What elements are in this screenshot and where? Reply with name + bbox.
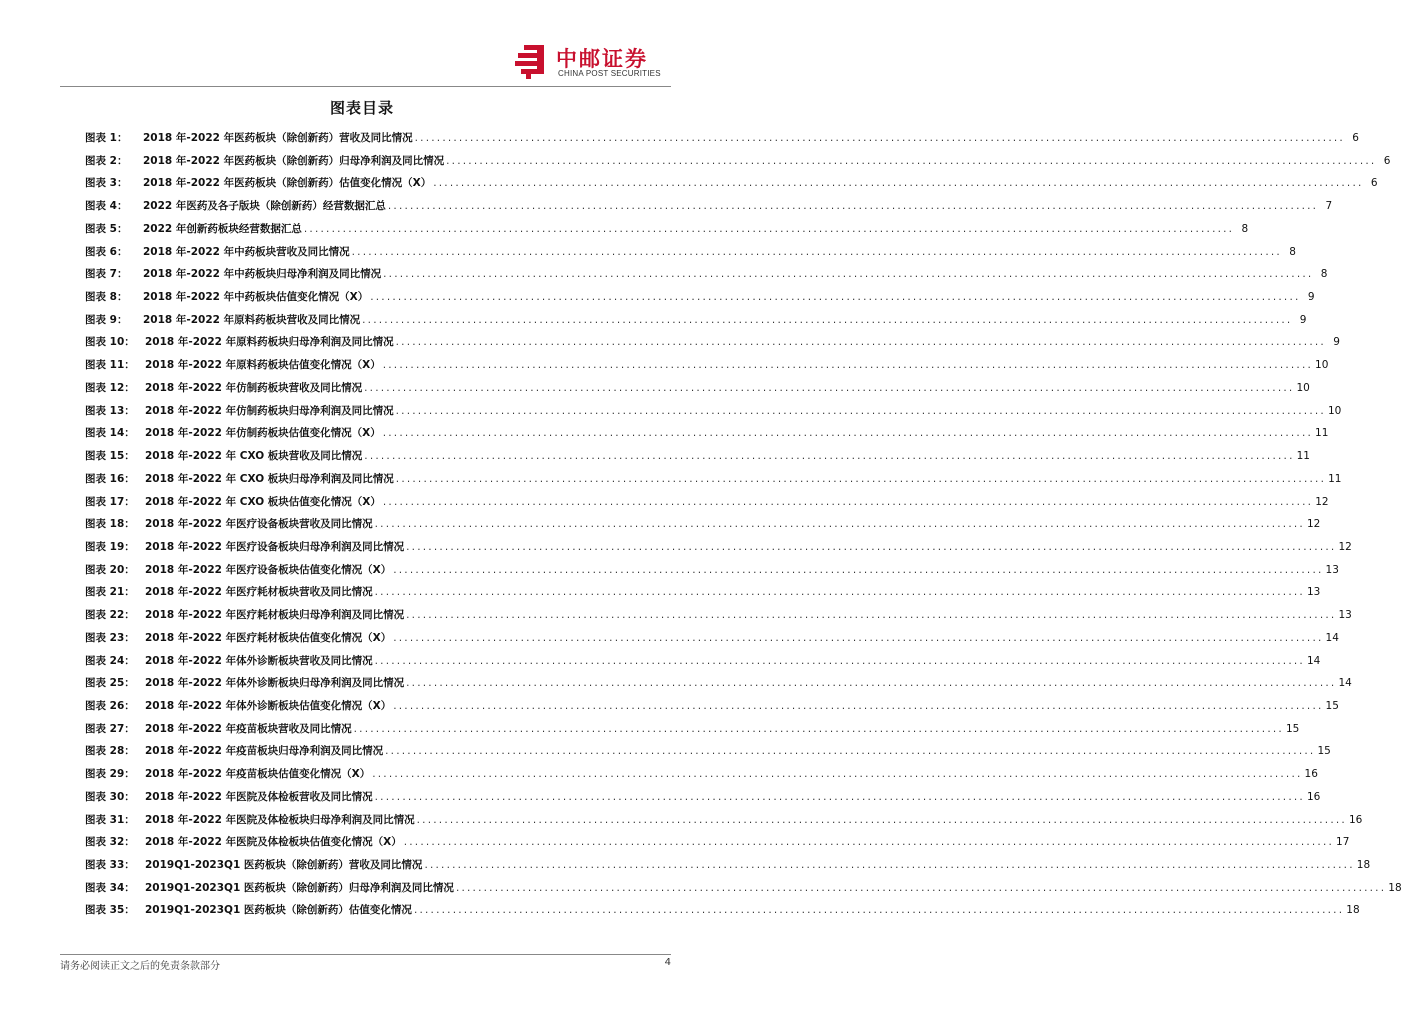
toc-entry[interactable] bbox=[85, 604, 1352, 627]
toc-entry[interactable] bbox=[85, 331, 1340, 354]
toc-entry-title: 2018 年-2022 年医疗耗材板块估值变化情况（X） bbox=[145, 631, 392, 644]
toc-entry-label: 图表 15： bbox=[85, 450, 135, 463]
toc-entry-label: 图表 31： bbox=[85, 813, 135, 826]
toc-entry-label: 图表 12： bbox=[85, 381, 135, 394]
toc-dot-leader bbox=[364, 445, 1294, 468]
page-header bbox=[0, 0, 724, 90]
toc-entry-title: 2018 年-2022 年疫苗板块归母净利润及同比情况 bbox=[145, 745, 384, 758]
toc-dot-leader bbox=[385, 740, 1315, 763]
toc-entry[interactable] bbox=[85, 559, 1339, 582]
company-logo bbox=[512, 42, 672, 82]
toc-entry[interactable] bbox=[85, 354, 1329, 377]
toc-entry-page: 9 bbox=[1299, 313, 1307, 326]
toc-entry[interactable] bbox=[85, 831, 1350, 854]
toc-entry-label: 图表 16： bbox=[85, 472, 135, 485]
toc-dot-leader bbox=[424, 854, 1354, 877]
toc-entry-label: 图表 27： bbox=[85, 722, 135, 735]
toc-entry-title: 2018 年-2022 年体外诊断板块估值变化情况（X） bbox=[145, 699, 392, 712]
china-post-logo-icon bbox=[512, 42, 550, 80]
toc-dot-leader bbox=[417, 809, 1347, 832]
toc-entry-title: 2019Q1-2023Q1 医药板块（除创新药）归母净利润及同比情况 bbox=[145, 881, 454, 894]
toc-dot-leader bbox=[406, 536, 1336, 559]
toc-entry-title: 2019Q1-2023Q1 医药板块（除创新药）营收及同比情况 bbox=[145, 859, 423, 871]
toc-entry[interactable] bbox=[85, 309, 1307, 332]
toc-dot-leader bbox=[388, 195, 1318, 218]
toc-dot-leader bbox=[396, 468, 1326, 491]
toc-dot-leader bbox=[383, 354, 1313, 377]
toc-dot-leader bbox=[393, 559, 1323, 582]
toc-entry-page: 14 bbox=[1338, 677, 1352, 690]
toc-entry-page: 13 bbox=[1306, 586, 1321, 599]
toc-dot-leader bbox=[383, 491, 1313, 514]
logo-english-name: CHINA POST SECURITIES bbox=[558, 69, 661, 78]
toc-entry-title: 2018 年-2022 年医疗设备板块营收及同比情况 bbox=[145, 518, 373, 531]
toc-entry-page: 10 bbox=[1315, 359, 1329, 372]
toc-entry[interactable] bbox=[85, 468, 1342, 491]
toc-entry-title: 2022 年创新药板块经营数据汇总 bbox=[143, 222, 302, 235]
toc-entry-title: 2018 年-2022 年体外诊断板块营收及同比情况 bbox=[145, 654, 373, 667]
toc-dot-leader bbox=[375, 581, 1305, 604]
toc-entry-title: 2018 年-2022 年 CXO 板块营收及同比情况 bbox=[145, 450, 363, 463]
toc-entry-title: 2018 年-2022 年医院及体检板营收及同比情况 bbox=[145, 790, 373, 803]
toc-entry-page: 14 bbox=[1306, 654, 1321, 667]
toc-entry-page: 10 bbox=[1296, 381, 1310, 394]
toc-dot-leader bbox=[446, 150, 1376, 173]
toc-entry-title: 2018 年-2022 年 CXO 板块归母净利润及同比情况 bbox=[145, 472, 394, 485]
toc-entry[interactable] bbox=[85, 763, 1318, 786]
toc-entry-title: 2018 年-2022 年原料药板块估值变化情况（X） bbox=[145, 359, 381, 372]
toc-entry-page: 16 bbox=[1306, 790, 1321, 803]
toc-entry-page: 15 bbox=[1325, 699, 1339, 712]
toc-entry-title: 2018 年-2022 年仿制药板块估值变化情况（X） bbox=[145, 427, 381, 440]
toc-dot-leader bbox=[404, 831, 1334, 854]
toc-entry-label: 图表 18： bbox=[85, 518, 135, 531]
toc-entry-page: 11 bbox=[1315, 427, 1329, 440]
toc-entry-label: 图表 17： bbox=[85, 495, 135, 508]
toc-entry-page: 18 bbox=[1346, 904, 1360, 917]
header-divider bbox=[60, 86, 671, 87]
toc-dot-leader bbox=[370, 286, 1300, 309]
toc-entry-title: 2018 年-2022 年 CXO 板块估值变化情况（X） bbox=[145, 495, 381, 508]
toc-dot-leader bbox=[396, 331, 1326, 354]
toc-entry-label: 图表 5： bbox=[85, 222, 128, 235]
toc-entry-title: 2018 年-2022 年医疗设备板块归母净利润及同比情况 bbox=[145, 540, 405, 553]
toc-entry-label: 图表 9： bbox=[85, 313, 128, 326]
toc-entry-title: 2018 年-2022 年疫苗板块估值变化情况（X） bbox=[145, 768, 371, 781]
toc-entry[interactable] bbox=[85, 627, 1339, 650]
page-number: 4 bbox=[664, 957, 671, 968]
toc-entry-label: 图表 26： bbox=[85, 699, 135, 712]
toc-dot-leader bbox=[375, 786, 1305, 809]
toc-entry-page: 13 bbox=[1338, 609, 1352, 622]
toc-entry[interactable] bbox=[85, 218, 1249, 241]
toc-entry-label: 图表 25： bbox=[85, 677, 135, 690]
toc-entry[interactable] bbox=[85, 241, 1296, 264]
footer-divider bbox=[60, 954, 671, 955]
toc-dot-leader bbox=[393, 695, 1323, 718]
toc-entry-title: 2018 年-2022 年仿制药板块归母净利润及同比情况 bbox=[145, 404, 394, 417]
toc-entry-page: 10 bbox=[1327, 404, 1342, 417]
toc-entry-label: 图表 35： bbox=[85, 904, 135, 917]
toc-dot-leader bbox=[362, 309, 1292, 332]
toc-entry-label: 图表 6： bbox=[85, 245, 128, 258]
toc-dot-leader bbox=[415, 127, 1345, 150]
toc-entry-page: 12 bbox=[1338, 540, 1352, 553]
toc-entry-page: 9 bbox=[1307, 291, 1315, 304]
toc-entry[interactable] bbox=[85, 445, 1310, 468]
toc-entry[interactable] bbox=[85, 195, 1333, 218]
toc-dot-leader bbox=[406, 672, 1336, 695]
toc-entry-page: 11 bbox=[1328, 472, 1342, 485]
toc-entry-label: 图表 23： bbox=[85, 631, 135, 644]
toc-entry[interactable] bbox=[85, 650, 1321, 673]
toc-entry-title: 2018 年-2022 年医药板块（除创新药）归母净利润及同比情况 bbox=[143, 154, 445, 167]
toc-entry-label: 图表 8： bbox=[85, 291, 128, 304]
toc-entry-label: 图表 34： bbox=[85, 881, 135, 894]
toc-entry[interactable] bbox=[85, 672, 1352, 695]
toc-entry-page: 9 bbox=[1333, 336, 1340, 349]
toc-entry-label: 图表 10： bbox=[85, 336, 135, 349]
toc-entry-label: 图表 24： bbox=[85, 654, 135, 667]
toc-entry-title: 2018 年-2022 年医疗设备板块估值变化情况（X） bbox=[145, 563, 392, 576]
toc-entry-page: 8 bbox=[1241, 222, 1249, 235]
toc-entry-label: 图表 28： bbox=[85, 745, 135, 758]
toc-dot-leader bbox=[375, 650, 1305, 673]
toc-entry-label: 图表 11： bbox=[85, 359, 135, 372]
toc-entry-title: 2018 年-2022 年医药板块（除创新药）估值变化情况（X） bbox=[143, 177, 432, 190]
toc-entry-title: 2018 年-2022 年医疗耗材板块归母净利润及同比情况 bbox=[145, 609, 405, 622]
toc-entry-title: 2018 年-2022 年医疗耗材板块营收及同比情况 bbox=[145, 586, 373, 599]
toc-entry[interactable] bbox=[85, 127, 1359, 150]
toc-entry-label: 图表 2： bbox=[85, 154, 128, 167]
toc-entry-page: 16 bbox=[1348, 813, 1363, 826]
toc-entry-page: 6 bbox=[1370, 177, 1378, 190]
toc-entry-label: 图表 1： bbox=[85, 132, 128, 144]
toc-entry-label: 图表 19： bbox=[85, 540, 135, 553]
toc-entry-label: 图表 30： bbox=[85, 790, 135, 803]
toc-entry-label: 图表 7： bbox=[85, 268, 128, 281]
toc-entry-title: 2022 年医药及各子版块（除创新药）经营数据汇总 bbox=[143, 200, 386, 213]
footer-disclaimer: 请务必阅读正文之后的免责条款部分 bbox=[60, 961, 220, 972]
toc-list bbox=[85, 127, 1402, 922]
toc-entry[interactable] bbox=[85, 809, 1363, 832]
toc-entry-page: 8 bbox=[1320, 268, 1328, 281]
toc-entry[interactable] bbox=[85, 400, 1342, 423]
toc-dot-leader bbox=[364, 377, 1294, 400]
toc-entry-page: 6 bbox=[1383, 154, 1391, 167]
toc-entry[interactable] bbox=[85, 581, 1321, 604]
toc-dot-leader bbox=[383, 263, 1313, 286]
toc-entry[interactable] bbox=[85, 422, 1329, 445]
toc-entry-page: 18 bbox=[1356, 859, 1371, 871]
toc-title: 图表目录 bbox=[329, 99, 394, 117]
toc-entry[interactable] bbox=[85, 877, 1402, 900]
toc-dot-leader bbox=[304, 218, 1234, 241]
toc-entry-label: 图表 20： bbox=[85, 563, 135, 576]
toc-entry-title: 2018 年-2022 年中药板块营收及同比情况 bbox=[143, 245, 350, 258]
toc-entry[interactable] bbox=[85, 263, 1328, 286]
toc-dot-leader bbox=[456, 877, 1386, 900]
toc-entry[interactable] bbox=[85, 536, 1352, 559]
toc-entry-page: 12 bbox=[1315, 495, 1329, 508]
toc-entry[interactable] bbox=[85, 150, 1391, 173]
toc-entry-page: 18 bbox=[1388, 881, 1402, 894]
toc-entry-title: 2018 年-2022 年中药板块估值变化情况（X） bbox=[143, 291, 369, 304]
toc-entry-label: 图表 21： bbox=[85, 586, 135, 599]
toc-entry-title: 2018 年-2022 年疫苗板块营收及同比情况 bbox=[145, 722, 352, 735]
toc-entry-title: 2019Q1-2023Q1 医药板块（除创新药）估值变化情况 bbox=[145, 904, 412, 917]
toc-entry[interactable] bbox=[85, 513, 1321, 536]
toc-entry[interactable] bbox=[85, 491, 1329, 514]
toc-entry-title: 2018 年-2022 年医院及体检板块归母净利润及同比情况 bbox=[145, 813, 415, 826]
toc-entry-title: 2018 年-2022 年医药板块（除创新药）营收及同比情况 bbox=[143, 132, 413, 144]
toc-entry-label: 图表 32： bbox=[85, 836, 135, 849]
toc-entry-label: 图表 13： bbox=[85, 404, 135, 417]
toc-entry-title: 2018 年-2022 年原料药板块归母净利润及同比情况 bbox=[145, 336, 394, 349]
toc-dot-leader bbox=[433, 172, 1363, 195]
toc-entry-title: 2018 年-2022 年体外诊断板块归母净利润及同比情况 bbox=[145, 677, 405, 690]
toc-entry-title: 2018 年-2022 年仿制药板块营收及同比情况 bbox=[145, 381, 363, 394]
toc-dot-leader bbox=[414, 899, 1344, 922]
logo-chinese-name: 中邮证券 bbox=[556, 47, 648, 71]
toc-entry-label: 图表 33： bbox=[85, 859, 135, 871]
toc-dot-leader bbox=[354, 718, 1284, 741]
toc-entry-page: 7 bbox=[1325, 200, 1333, 213]
toc-dot-leader bbox=[372, 763, 1302, 786]
toc-entry-page: 17 bbox=[1336, 836, 1350, 849]
toc-entry-label: 图表 29： bbox=[85, 768, 135, 781]
toc-entry-page: 13 bbox=[1325, 563, 1339, 576]
toc-entry-page: 11 bbox=[1296, 450, 1310, 463]
toc-entry-title: 2018 年-2022 年中药板块归母净利润及同比情况 bbox=[143, 268, 382, 281]
toc-entry[interactable] bbox=[85, 377, 1310, 400]
toc-entry[interactable] bbox=[85, 718, 1300, 741]
toc-entry-label: 图表 22： bbox=[85, 609, 135, 622]
toc-entry[interactable] bbox=[85, 854, 1371, 877]
toc-dot-leader bbox=[406, 604, 1336, 627]
toc-dot-leader bbox=[375, 513, 1305, 536]
toc-dot-leader bbox=[383, 422, 1313, 445]
toc-entry[interactable] bbox=[85, 740, 1331, 763]
toc-entry[interactable] bbox=[85, 899, 1360, 922]
toc-entry-page: 8 bbox=[1289, 245, 1296, 258]
toc-entry-title: 2018 年-2022 年原料药板块营收及同比情况 bbox=[143, 313, 361, 326]
toc-entry[interactable] bbox=[85, 786, 1321, 809]
toc-entry-page: 15 bbox=[1285, 722, 1300, 735]
toc-entry-page: 14 bbox=[1325, 631, 1339, 644]
toc-entry-label: 图表 3： bbox=[85, 177, 128, 190]
toc-entry[interactable] bbox=[85, 286, 1315, 309]
toc-entry-page: 15 bbox=[1317, 745, 1331, 758]
toc-entry-page: 6 bbox=[1352, 132, 1359, 144]
toc-entry[interactable] bbox=[85, 695, 1339, 718]
toc-entry-label: 图表 14： bbox=[85, 427, 135, 440]
toc-entry-page: 12 bbox=[1306, 518, 1321, 531]
toc-dot-leader bbox=[393, 627, 1323, 650]
toc-entry-title: 2018 年-2022 年医院及体检板块估值变化情况（X） bbox=[145, 836, 402, 849]
toc-dot-leader bbox=[352, 241, 1282, 264]
toc-entry[interactable] bbox=[85, 172, 1378, 195]
toc-entry-page: 16 bbox=[1304, 768, 1318, 781]
toc-dot-leader bbox=[396, 400, 1326, 423]
toc-entry-label: 图表 4： bbox=[85, 200, 128, 213]
